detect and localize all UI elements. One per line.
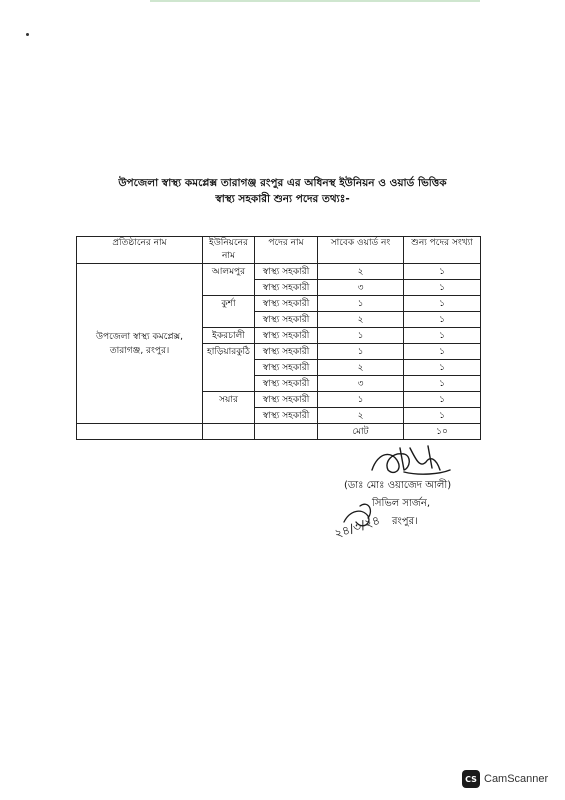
post-cell: স্বাস্থ্য সহকারী bbox=[255, 360, 318, 376]
vacancy-table bbox=[76, 236, 481, 440]
empty-cell bbox=[77, 424, 203, 440]
union-cell: হাড়িয়ারকুঠি bbox=[203, 344, 255, 392]
empty-cell bbox=[203, 424, 255, 440]
camscanner-logo-icon: CS bbox=[462, 770, 480, 788]
signatory-name: (ডাঃ মোঃ ওয়াজেদ আলী) bbox=[344, 480, 452, 491]
vacant-cell: ১ bbox=[404, 376, 481, 392]
table-row bbox=[77, 264, 481, 280]
ward-cell: ১ bbox=[318, 344, 404, 360]
header-post: পদের নাম bbox=[255, 237, 318, 264]
vacant-cell: ১ bbox=[404, 392, 481, 408]
camscanner-text: CamScanner bbox=[484, 773, 549, 785]
ward-cell: ২ bbox=[318, 408, 404, 424]
title-line-1: উপজেলা স্বাস্থ্য কমপ্লেক্স তারাগঞ্জ রংপুর এর অধিনস্থ ইউনিয়ন ও ওয়ার্ড ভিত্তিক bbox=[118, 177, 447, 189]
ward-cell: ৩ bbox=[318, 376, 404, 392]
camscanner-watermark bbox=[462, 770, 548, 788]
post-cell: স্বাস্থ্য সহকারী bbox=[255, 312, 318, 328]
ward-cell: ২ bbox=[318, 264, 404, 280]
union-cell: আলমপুর bbox=[203, 264, 255, 296]
institution-cell: উপজেলা স্বাস্থ্য কমপ্লেক্স, তারাগঞ্জ, রংপুর। bbox=[77, 264, 203, 424]
header-vacant: শুন্য পদের সংখ্যা bbox=[404, 237, 481, 264]
total-label: মোট bbox=[318, 424, 404, 440]
vacant-cell: ১ bbox=[404, 296, 481, 312]
title-line-2: স্বাস্থ্য সহকারী শুন্য পদের তথ্যঃ- bbox=[215, 193, 350, 205]
scan-speck bbox=[26, 33, 29, 36]
ward-cell: ১ bbox=[318, 296, 404, 312]
ward-cell: ২ bbox=[318, 360, 404, 376]
ward-cell: ১ bbox=[318, 392, 404, 408]
union-cell: ইকরচালী bbox=[203, 328, 255, 344]
header-union: ইউনিয়নের নাম bbox=[203, 237, 255, 264]
union-cell: সয়ার bbox=[203, 392, 255, 424]
empty-cell bbox=[255, 424, 318, 440]
vacant-cell: ১ bbox=[404, 328, 481, 344]
ward-cell: ৩ bbox=[318, 280, 404, 296]
post-cell: স্বাস্থ্য সহকারী bbox=[255, 296, 318, 312]
vacant-cell: ১ bbox=[404, 360, 481, 376]
vacant-cell: ১ bbox=[404, 280, 481, 296]
vacant-cell: ১ bbox=[404, 408, 481, 424]
post-cell: স্বাস্থ্য সহকারী bbox=[255, 408, 318, 424]
header-institution: প্রতিষ্ঠানের নাম bbox=[77, 237, 203, 264]
post-cell: স্বাস্থ্য সহকারী bbox=[255, 328, 318, 344]
ward-cell: ২ bbox=[318, 312, 404, 328]
vacant-cell: ১ bbox=[404, 344, 481, 360]
total-value: ১০ bbox=[404, 424, 481, 440]
table-total-row bbox=[77, 424, 481, 440]
ward-cell: ১ bbox=[318, 328, 404, 344]
document-title bbox=[0, 175, 565, 207]
union-cell: কুর্শা bbox=[203, 296, 255, 328]
header-ward: সাবেক ওয়ার্ড নং bbox=[318, 237, 404, 264]
signatory-designation: সিভিল সার্জন, bbox=[372, 498, 431, 509]
signature-date: ২৪/৩/২৪ bbox=[332, 512, 382, 541]
vacant-cell: ১ bbox=[404, 312, 481, 328]
scan-edge-line bbox=[150, 0, 480, 2]
post-cell: স্বাস্থ্য সহকারী bbox=[255, 280, 318, 296]
table-header-row bbox=[77, 237, 481, 264]
post-cell: স্বাস্থ্য সহকারী bbox=[255, 392, 318, 408]
post-cell: স্বাস্থ্য সহকারী bbox=[255, 376, 318, 392]
signatory-place: রংপুর। bbox=[392, 516, 418, 527]
post-cell: স্বাস্থ্য সহকারী bbox=[255, 344, 318, 360]
vacant-cell: ১ bbox=[404, 264, 481, 280]
post-cell: স্বাস্থ্য সহকারী bbox=[255, 264, 318, 280]
